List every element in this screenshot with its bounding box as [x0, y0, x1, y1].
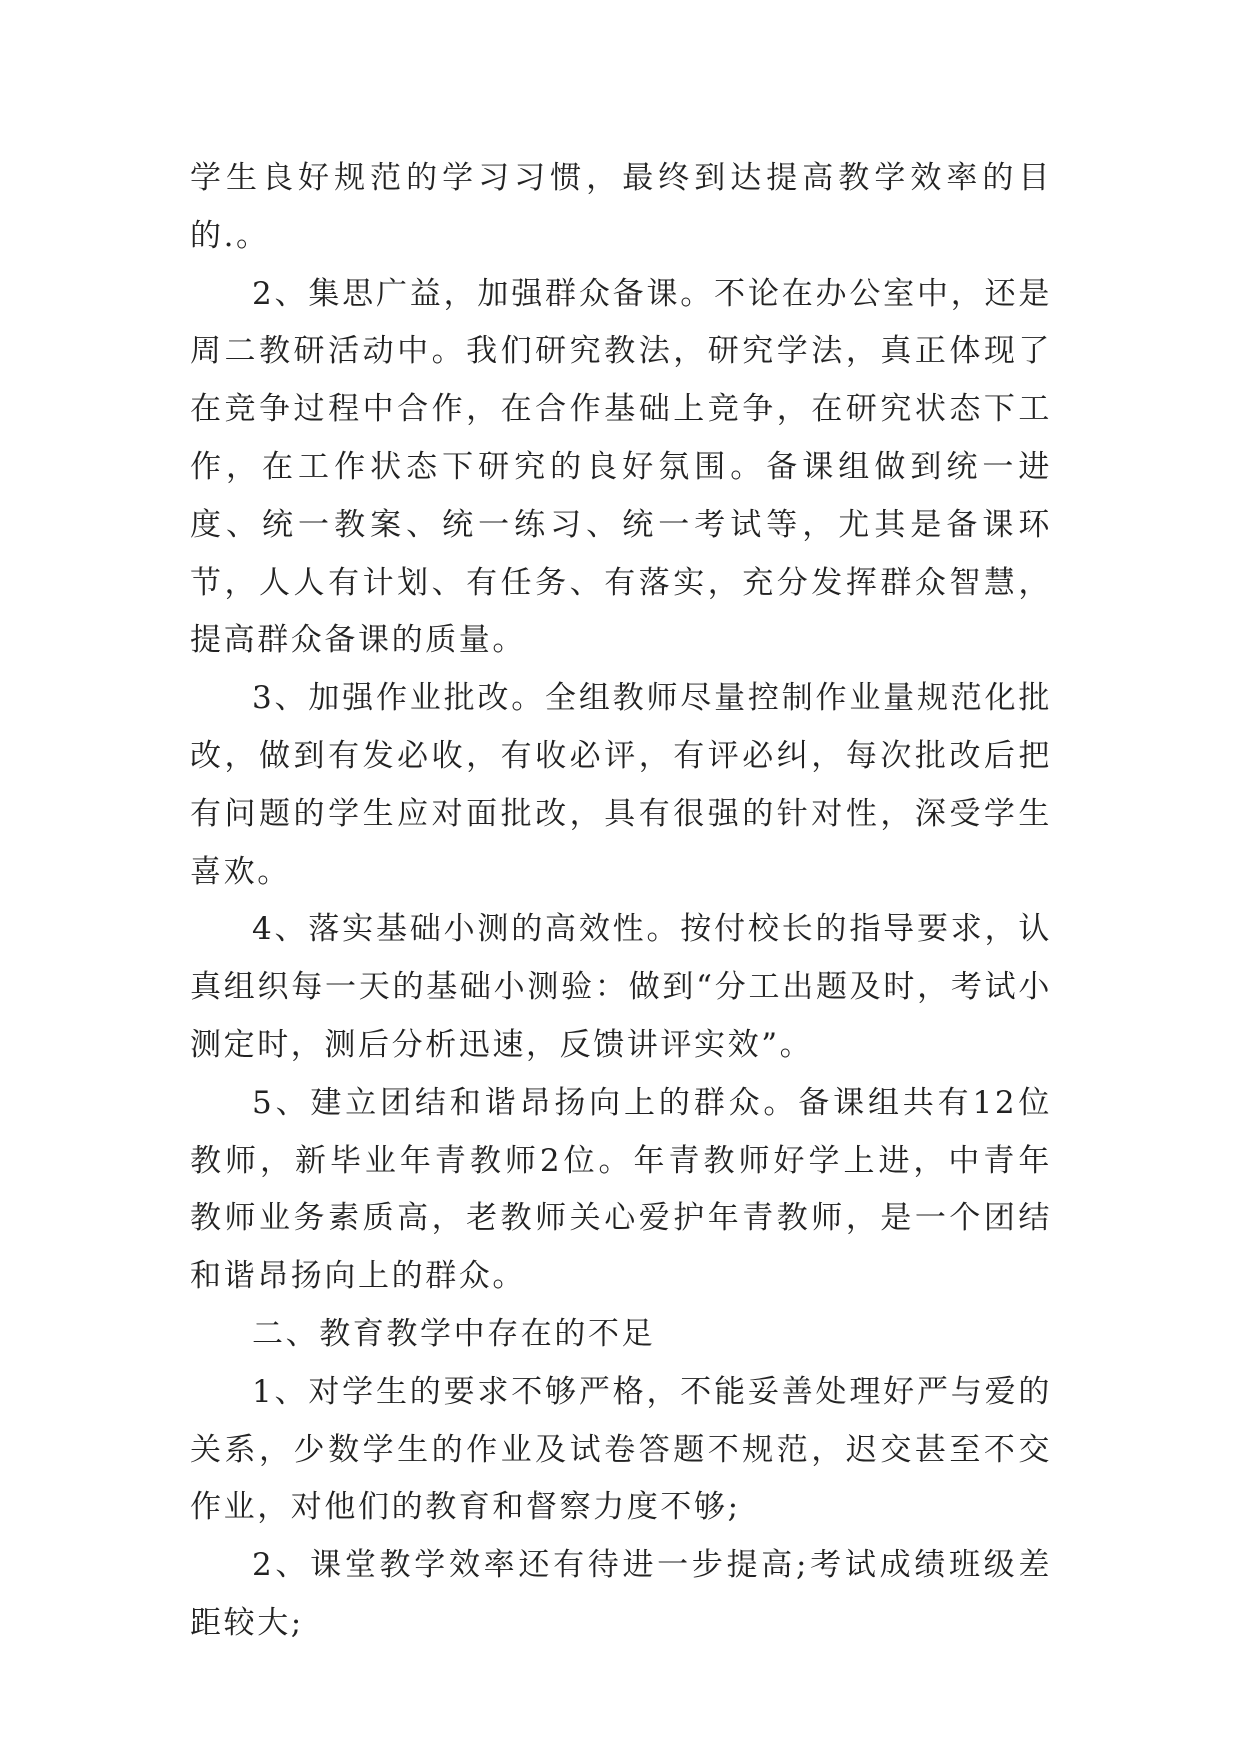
- paragraph-team-building: 5、建立团结和谐昂扬向上的群众。备课组共有12位教师，新毕业年青教师2位。年青教师好学上进，中青年教师业务素质高，老教师关心爱护年青教师，是一个团结和谐昂扬向上的群众。: [190, 1084, 1052, 1295]
- paragraph-basic-quiz: 4、落实基础小测的高效性。按付校长的指导要求，认真组织每一天的基础小测验：做到“分工出题及时，考试小测定时，测后分析迅速，反馈讲评实效”。: [190, 911, 1052, 1063]
- section-heading-shortcomings: 二、教育教学中存在的不足: [252, 1315, 656, 1352]
- paragraph-continuation: 学生良好规范的学习习惯，最终到达提高教学效率的目的.。: [190, 160, 1052, 254]
- paragraph-student-requirements: 1、对学生的要求不够严格，不能妥善处理好严与爱的关系，少数学生的作业及试卷答题不规范，迟交甚至不交作业，对他们的教育和督察力度不够;: [190, 1373, 1052, 1526]
- paragraph-homework-grading: 3、加强作业批改。全组教师尽量控制作业量规范化批改，做到有发必收，有收必评，有评必纠，每次批改后把有问题的学生应对面批改，具有很强的针对性，深受学生喜欢。: [190, 680, 1052, 890]
- document-page: [190, 150, 1052, 1653]
- paragraph-classroom-efficiency: 2、课堂教学效率还有待进一步提高;考试成绩班级差距较大;: [190, 1547, 1052, 1641]
- paragraph-collective-lesson-prep: 2、集思广益，加强群众备课。不论在办公室中，还是周二教研活动中。我们研究教法，研究学法，真正体现了在竞争过程中合作，在合作基础上竞争，在研究状态下工作，在工作状态下研究的良好氛围。备课组做到统一进度、统一教案、统一练习、统一考试等，尤其是备课环节，人人有计划、有任务、有落实，充分发挥群众智慧，提高群众备课的质量。: [190, 275, 1052, 659]
